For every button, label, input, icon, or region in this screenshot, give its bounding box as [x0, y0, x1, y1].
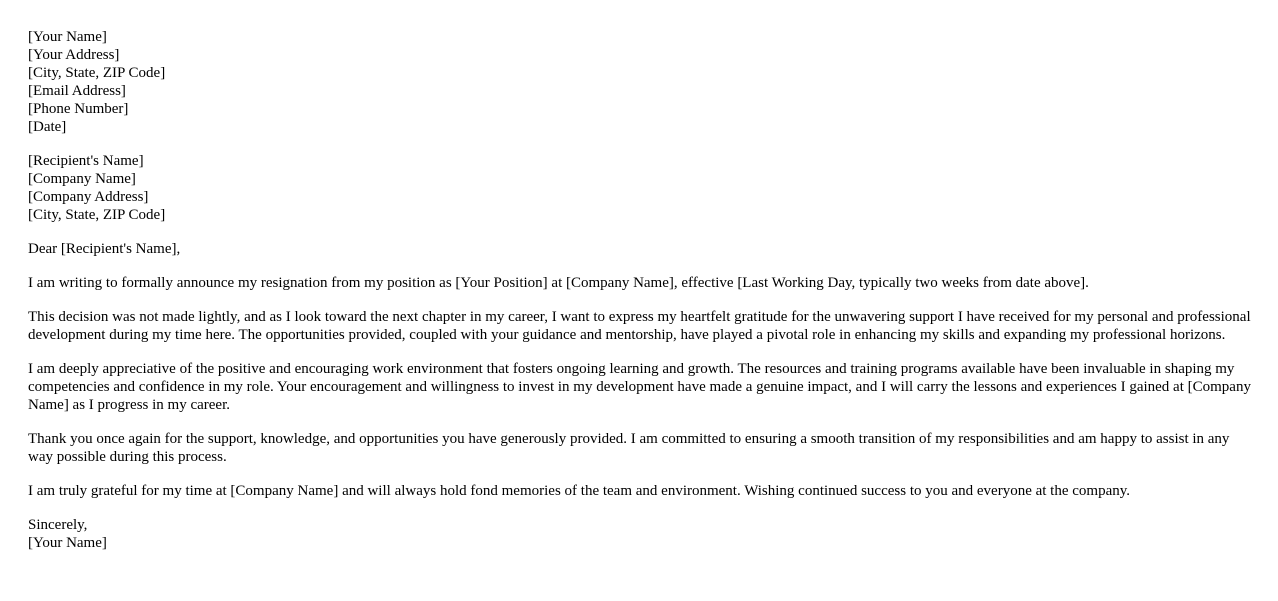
recipient-company-address: [Company Address]: [28, 189, 149, 205]
recipient-city-state-zip: [City, State, ZIP Code]: [28, 207, 166, 223]
body-paragraph: I am writing to formally announce my resignation from my position as [Your Position] at [Company Name], effective [Last Working Day, typically two weeks from date above].: [28, 275, 1089, 291]
sender-name: [Your Name]: [28, 29, 107, 45]
sender-address: [Your Address]: [28, 47, 120, 63]
closing-block: [28, 516, 1254, 552]
recipient-name: [Recipient's Name]: [28, 153, 144, 169]
resignation-letter: [28, 28, 1254, 552]
letter-date: [Date]: [28, 119, 67, 135]
recipient-company: [Company Name]: [28, 171, 136, 187]
body-paragraph: I am deeply appreciative of the positive and encouraging work environment that fosters ongoing learning and growth. The resources and training programs available have been invaluable in shaping my competencies and confidence in my role. Your encouragement and willingness to invest in my development have made a genuine impact, and I will carry the lessons and experiences I gained at [Company Name] as I progress in my career.: [28, 361, 1251, 413]
body-paragraph: I am truly grateful for my time at [Company Name] and will always hold fond memories of the team and environment. Wishing continued success to you and everyone at the company.: [28, 483, 1131, 499]
recipient-block: [28, 152, 1254, 224]
salutation: Dear [Recipient's Name],: [28, 241, 181, 257]
sender-block: [28, 28, 1254, 136]
body-paragraph: This decision was not made lightly, and as I look toward the next chapter in my career, I want to express my heartfelt gratitude for the unwavering support I have received for my personal and professional development during my time here. The opportunities provided, coupled with your guidance and mentorship, have played a pivotal role in enhancing my skills and expanding my professional horizons.: [28, 309, 1251, 343]
sender-phone: [Phone Number]: [28, 101, 129, 117]
sender-email: [Email Address]: [28, 83, 126, 99]
signature-name: [Your Name]: [28, 535, 107, 551]
valediction: Sincerely,: [28, 517, 88, 533]
body-paragraph: Thank you once again for the support, knowledge, and opportunities you have generously provided. I am committed to ensuring a smooth transition of my responsibilities and am happy to assist in any way possible during this process.: [28, 431, 1230, 465]
sender-city-state-zip: [City, State, ZIP Code]: [28, 65, 166, 81]
